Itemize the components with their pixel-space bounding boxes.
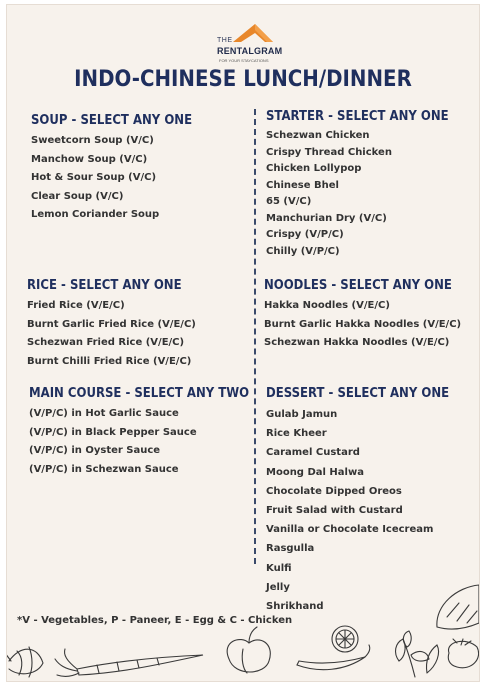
menu-item: Shrikhand (266, 601, 324, 613)
house-roof-icon (229, 22, 275, 44)
bread-icon (437, 585, 479, 629)
menu-item: Sweetcorn Soup (V/C) (31, 135, 154, 146)
rice-heading: RICE - SELECT ANY ONE (27, 278, 182, 293)
menu-item: Chocolate Dipped Oreos (266, 485, 402, 497)
menu-item: Schezwan Chicken (266, 130, 370, 141)
bell-pepper-icon (227, 627, 270, 673)
menu-item: Schezwan Hakka Noodles (V/E/C) (264, 337, 450, 348)
menu-item: (V/P/C) in Schezwan Sauce (29, 463, 179, 475)
menu-item: Manchow Soup (V/C) (31, 153, 148, 165)
menu-item: Fruit Salad with Custard (266, 505, 403, 517)
main-course-heading: MAIN COURSE - SELECT ANY TWO (29, 386, 250, 401)
menu-item: Moong Dal Halwa (266, 466, 364, 478)
lemon-slice-icon (332, 626, 358, 652)
soup-list (31, 132, 210, 225)
menu-item: Rice Kheer (266, 428, 327, 440)
menu-item: Fried Rice (V/E/C) (27, 300, 125, 311)
menu-item: Crispy (V/P/C) (266, 229, 344, 240)
menu-item: Gulab Jamun (266, 409, 338, 420)
noodles-heading: NOODLES - SELECT ANY ONE (264, 278, 452, 293)
menu-item: Schezwan Fried Rice (V/E/C) (27, 337, 185, 348)
main-course-list (29, 405, 274, 479)
onion-icon (7, 647, 43, 677)
starter-heading: STARTER - SELECT ANY ONE (266, 109, 449, 124)
menu-title: INDO-CHINESE LUNCH/DINNER (74, 67, 412, 92)
brand-the: THE (217, 37, 233, 44)
menu-item: Rasgulla (266, 543, 315, 555)
menu-item: Hot & Sour Soup (V/C) (31, 172, 157, 183)
menu-item: (V/P/C) in Hot Garlic Sauce (29, 408, 179, 419)
menu-item: Jelly (266, 581, 290, 593)
menu-item: Lemon Coriander Soup (31, 209, 160, 220)
legend-footnote: *V - Vegetables, P - Paneer, E - Egg & C - Chicken (17, 615, 293, 626)
menu-item: Chicken Lollypop (266, 163, 362, 174)
noodles-section (264, 278, 473, 353)
brand-logo (217, 22, 287, 68)
soup-section (31, 113, 210, 225)
soup-heading: SOUP - SELECT ANY ONE (31, 113, 193, 128)
dessert-heading: DESSERT - SELECT ANY ONE (266, 386, 450, 401)
menu-item: Clear Soup (V/C) (31, 190, 124, 202)
menu-card (6, 4, 480, 682)
menu-item: Chilly (V/P/C) (266, 245, 340, 257)
menu-item: Hakka Noodles (V/E/C) (264, 300, 390, 311)
main-course-section (29, 386, 274, 479)
noodles-list (264, 297, 473, 353)
vegetable-doodles (7, 565, 479, 681)
rice-section (27, 278, 199, 371)
menu-item: Caramel Custard (266, 447, 360, 459)
menu-item: Crispy Thread Chicken (266, 146, 392, 158)
menu-item: Manchurian Dry (V/C) (266, 212, 387, 224)
menu-item: Kulfi (266, 562, 292, 574)
tomato-icon (448, 639, 478, 668)
menu-item: Burnt Chilli Fried Rice (V/E/C) (27, 355, 192, 367)
chili-icon (297, 645, 370, 670)
carrot-icon (55, 649, 203, 676)
column-divider (254, 109, 256, 564)
menu-item: (V/P/C) in Oyster Sauce (29, 445, 161, 456)
menu-item: 65 (V/C) (266, 196, 312, 207)
menu-item: Burnt Garlic Hakka Noodles (V/E/C) (264, 318, 462, 330)
menu-item: Vanilla or Chocolate Icecream (266, 524, 434, 536)
leafy-greens-icon (396, 631, 439, 677)
brand-name: RENTALGRAM (217, 46, 283, 56)
starter-section (266, 109, 469, 260)
menu-item: Burnt Garlic Fried Rice (V/E/C) (27, 318, 196, 330)
starter-list (266, 128, 469, 260)
menu-item: Chinese Bhel (266, 179, 339, 191)
rice-list (27, 297, 199, 371)
brand-tagline: FOR YOUR STAYCATIONS (219, 58, 269, 63)
menu-item: (V/P/C) in Black Pepper Sauce (29, 426, 197, 438)
